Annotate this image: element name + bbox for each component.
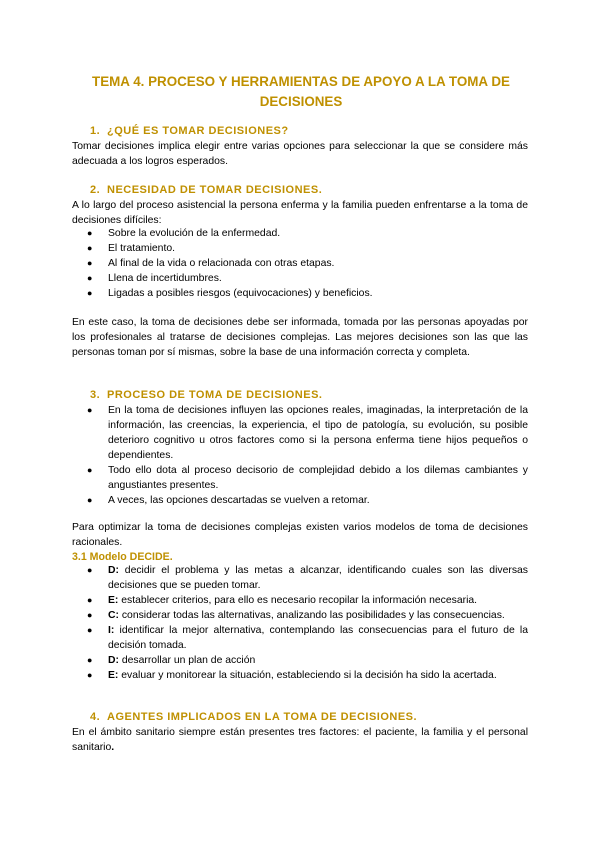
section-4-title: AGENTES IMPLICADOS EN LA TOMA DE DECISIONES. [107,711,418,723]
bullet-icon: ● [87,565,93,575]
bullet-icon: ● [87,595,93,605]
list-item: ● E: establecer criterios, para ello es necesario recopilar la información necesaria. [87,595,478,606]
bullet-icon: ● [87,465,93,475]
bullet-icon: ● [87,625,93,635]
bullet-icon: ● [87,243,93,253]
list-item: ● E: evaluar y monitorear la situación, estableciendo si la decisión ha sido la acertada. [87,670,497,681]
section-3-heading [90,388,322,402]
section-3-paragraph: Para optimizar la toma de decisiones complejas existen varios modelos de toma de decisiones racionales. [72,522,528,548]
section-1-title: ¿QUÉ ES TOMAR DECISIONES? [107,125,289,137]
section-2-title: NECESIDAD DE TOMAR DECISIONES. [107,184,323,196]
list-item: ● Sobre la evolución de la enfermedad. [87,228,281,239]
list-item: ● El tratamiento. [87,243,175,254]
section-1-number: 1. [90,125,101,137]
bullet-icon: ● [87,610,93,620]
document-title: TEMA 4. PROCESO Y HERRAMIENTAS DE APOYO A LA TOMA DE DECISIONES [92,74,510,109]
list-item: ● Ligadas a posibles riesgos (equivocaciones) y beneficios. [87,288,373,299]
bullet-icon: ● [87,655,93,665]
section-1-heading [90,124,289,138]
section-4-heading [90,710,417,724]
section-2-paragraph: En este caso, la toma de decisiones debe ser informada, tomada por las personas apoyadas por los profesionales al tratarse de decisiones complejas. Las mejores decisiones son las que las personas toman por sí mismas, sobre la base de una información correcta y completa. [72,317,528,358]
list-item: ● D: desarrollar un plan de acción [87,655,256,666]
list-item: ● A veces, las opciones descartadas se vuelven a retomar. [87,495,370,506]
section-3-number: 3. [90,389,101,401]
decide-model-heading: 3.1 Modelo DECIDE. [72,551,173,563]
list-item: ● I: identificar la mejor alternativa, contemplando las consecuencias para el futuro de la decisión tomada. [87,625,528,651]
section-2-heading [90,183,322,197]
list-item: ● Al final de la vida o relacionada con otras etapas. [87,258,335,269]
bullet-icon: ● [87,495,93,505]
bullet-icon: ● [87,405,93,415]
bullet-icon: ● [87,228,93,238]
bullet-icon: ● [87,273,93,283]
decide-list [72,563,528,683]
section-4-text: En el ámbito sanitario siempre están presentes tres factores: el paciente, la familia y el personal sanitario. [72,727,528,753]
list-item: ● D: decidir el problema y las metas a alcanzar, identificando cuales son las diversas decisiones que se pueden tomar. [87,565,528,591]
list-item: ● C: considerar todas las alternativas, analizando las posibilidades y las consecuencias. [87,610,505,621]
section-2-intro: A lo largo del proceso asistencial la persona enferma y la familia pueden enfrentarse a la toma de decisiones difíciles: [72,200,528,226]
section-3-list [72,403,528,508]
list-item: ● En la toma de decisiones influyen las opciones reales, imaginadas, la interpretación de la información, las creencias, la experiencia, el tipo de patología, su evolución, su posible deterioro cognitivo u otros factores como si la persona enferma tiene hijos pequeños o dependientes. [87,405,528,461]
section-2-number: 2. [90,184,101,196]
section-3-title: PROCESO DE TOMA DE DECISIONES. [107,389,323,401]
bullet-icon: ● [87,258,93,268]
bullet-icon: ● [87,670,93,680]
list-item: ● Llena de incertidumbres. [87,273,222,284]
section-1-text: Tomar decisiones implica elegir entre varias opciones para seleccionar la que se considere más adecuada a los logros esperados. [72,141,528,167]
section-4-number: 4. [90,711,101,723]
list-item: ● Todo ello dota al proceso decisorio de complejidad debido a los dilemas cambiantes y angustiantes presentes. [87,465,528,491]
section-2-list [72,226,528,301]
bullet-icon: ● [87,288,93,298]
